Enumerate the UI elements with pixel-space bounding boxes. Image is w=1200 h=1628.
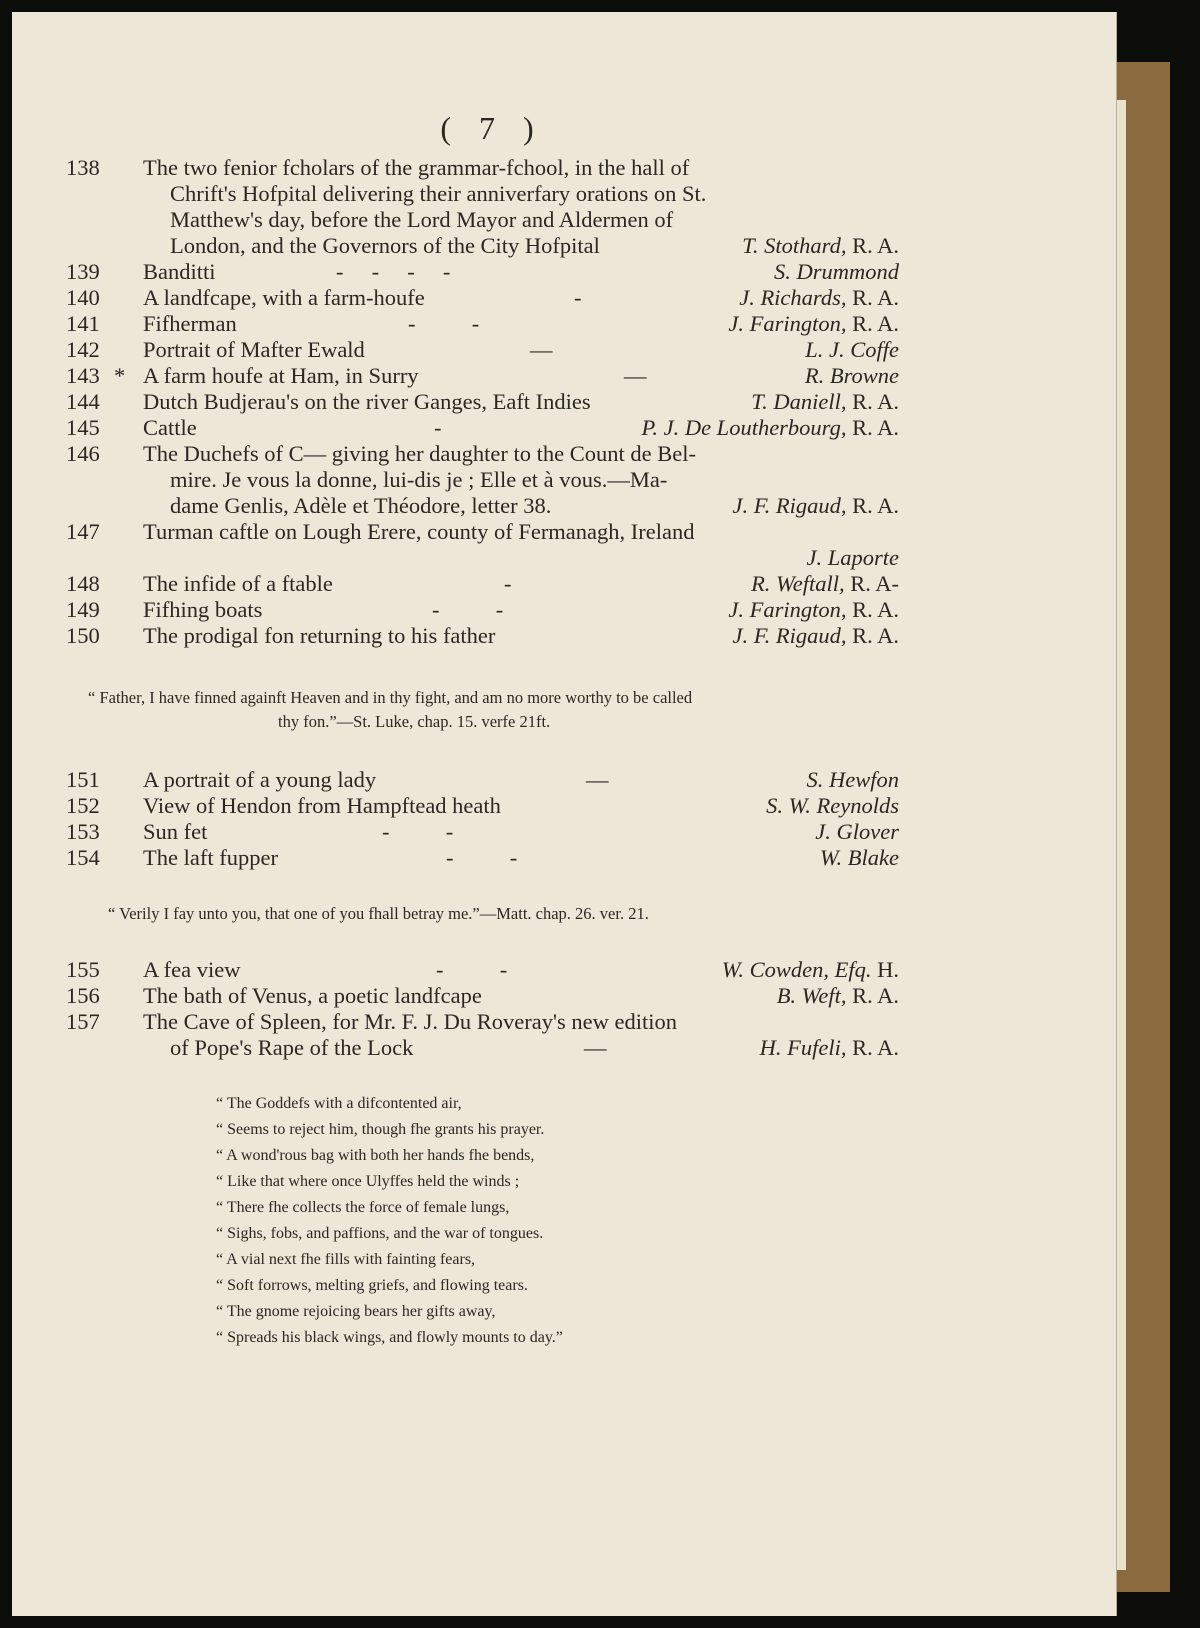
entry-number: 156 <box>66 983 100 1008</box>
entry-dashes: — <box>586 767 609 792</box>
scripture-quote: “ Verily I fay unto you, that one of you fhall betray me.”—Matt. chap. 26. ver. 21. <box>108 904 649 923</box>
entry-title: Fifhing boats <box>143 597 263 622</box>
list-item-continuation <box>12 492 1116 519</box>
list-item <box>12 956 1116 983</box>
list-item <box>12 154 1116 181</box>
list-item <box>12 622 1116 649</box>
entry-artist: L. J. Coffe <box>805 337 899 362</box>
entry-dashes: - <box>504 571 512 596</box>
entry-artist: J. Farington, R. A. <box>728 597 899 622</box>
list-item-continuation <box>12 1034 1116 1061</box>
verse-line: “ The Goddefs with a difcontented air, <box>216 1095 462 1112</box>
entry-number: 143 <box>66 363 100 388</box>
entry-title: A portrait of a young lady <box>143 767 377 792</box>
list-item <box>12 818 1116 845</box>
entry-dashes: - - <box>436 957 508 982</box>
entry-number: 139 <box>66 259 100 284</box>
entry-title: The prodigal fon returning to his father <box>143 623 496 648</box>
entry-artist: J. F. Rigaud, R. A. <box>732 493 899 518</box>
entry-artist: B. Weft, R. A. <box>776 983 899 1008</box>
entry-dashes: - - <box>446 845 518 870</box>
new-member-asterisk: * <box>114 363 126 388</box>
document-page <box>12 12 1117 1616</box>
entry-dashes: - <box>434 415 442 440</box>
list-item-continuation <box>12 180 1116 207</box>
entry-artist: J. F. Rigaud, R. A. <box>732 623 899 648</box>
verse-line: “ Soft forrows, melting griefs, and flowing tears. <box>216 1277 528 1294</box>
list-item-continuation <box>12 232 1116 259</box>
verse-line: “ There fhe collects the force of female lungs, <box>216 1199 510 1216</box>
list-item <box>12 982 1116 1009</box>
entry-title: The two fenior fcholars of the grammar-fchool, in the hall of <box>143 155 690 180</box>
verse-line: “ Seems to reject him, though fhe grants his prayer. <box>216 1121 545 1138</box>
entry-number: 151 <box>66 767 100 792</box>
entry-title: Sun fet <box>143 819 208 844</box>
entry-number: 154 <box>66 845 100 870</box>
list-item <box>12 570 1116 597</box>
entry-number: 142 <box>66 337 100 362</box>
entry-artist: J. Glover <box>815 819 899 844</box>
entry-artist: T. Stothard, R. A. <box>742 233 899 258</box>
entry-title: The Duchefs of C— giving her daughter to the Count de Bel- <box>143 441 696 466</box>
entry-title: Cattle <box>143 415 197 440</box>
entry-title: A fea view <box>143 957 241 982</box>
entry-title: The bath of Venus, a poetic landfcape <box>143 983 482 1008</box>
list-item <box>12 258 1116 285</box>
entry-artist: T. Daniell, R. A. <box>751 389 899 414</box>
entry-title: London, and the Governors of the City Hofpital <box>170 233 600 258</box>
entry-number: 148 <box>66 571 100 596</box>
verse-line: “ A wond'rous bag with both her hands fhe bends, <box>216 1147 535 1164</box>
entry-title: dame Genlis, Adèle et Théodore, letter 38. <box>170 493 552 518</box>
entry-dashes: — <box>624 363 647 388</box>
entry-title: A farm houfe at Ham, in Surry <box>143 363 419 388</box>
entry-dashes: — <box>530 337 553 362</box>
entry-title: of Pope's Rape of the Lock <box>170 1035 414 1060</box>
entry-artist: R. Browne <box>804 363 899 388</box>
entry-dashes: — <box>584 1035 607 1060</box>
entry-title: Fifherman <box>143 311 237 336</box>
entry-title: The Cave of Spleen, for Mr. F. J. Du Roveray's new edition <box>143 1009 678 1034</box>
entry-number: 144 <box>66 389 100 414</box>
list-item-continuation <box>12 544 1116 571</box>
list-item-continuation <box>12 466 1116 493</box>
entry-number: 155 <box>66 957 100 982</box>
entry-number: 149 <box>66 597 100 622</box>
entry-number: 145 <box>66 415 100 440</box>
entry-artist: J. Farington, R. A. <box>728 311 899 336</box>
scripture-quote: “ Father, I have finned againft Heaven and in thy fight, and am no more worthy to be called <box>88 688 693 707</box>
entry-number: 150 <box>66 623 100 648</box>
list-item <box>12 1008 1116 1035</box>
entry-artist: W. Cowden, Efq. H. <box>721 957 899 982</box>
entry-artist: J. Laporte <box>806 545 899 570</box>
list-item-continuation <box>12 206 1116 233</box>
entry-number: 152 <box>66 793 100 818</box>
entry-artist: W. Blake <box>819 845 899 870</box>
entry-title: Chrift's Hofpital delivering their anniverfary orations on St. <box>170 181 707 206</box>
entry-artist: H. Fufeli, R. A. <box>759 1035 899 1060</box>
entry-dashes: - <box>574 285 582 310</box>
entry-number: 147 <box>66 519 100 544</box>
list-item <box>12 388 1116 415</box>
entry-title: A landfcape, with a farm-houfe <box>143 285 425 310</box>
verse-line: “ Spreads his black wings, and flowly mounts to day.” <box>216 1329 563 1346</box>
entry-title: View of Hendon from Hampftead heath <box>143 793 501 818</box>
entry-number: 140 <box>66 285 100 310</box>
entry-artist: J. Richards, R. A. <box>739 285 899 310</box>
entry-number: 138 <box>66 155 100 180</box>
entry-artist: S. Drummond <box>773 259 899 284</box>
entry-number: 141 <box>66 311 100 336</box>
entry-dashes: - - <box>382 819 454 844</box>
list-item <box>12 284 1116 311</box>
entry-artist: P. J. De Loutherbourg, R. A. <box>641 415 899 440</box>
list-item <box>12 310 1116 337</box>
page-number: ( 7 ) <box>440 110 544 146</box>
verse-line: “ A vial next fhe fills with fainting fears, <box>216 1251 476 1268</box>
verse-line: “ The gnome rejoicing bears her gifts away, <box>216 1303 496 1320</box>
list-item <box>12 440 1116 467</box>
entry-title: Matthew's day, before the Lord Mayor and Aldermen of <box>170 207 674 232</box>
entry-title: Dutch Budjerau's on the river Ganges, Eaft Indies <box>143 389 591 414</box>
entry-title: Portrait of Mafter Ewald <box>143 337 365 362</box>
list-item <box>12 518 1116 545</box>
entry-number: 157 <box>66 1009 100 1034</box>
entry-title: Banditti <box>143 259 216 284</box>
entry-number: 153 <box>66 819 100 844</box>
entry-artist: R. Weftall, R. A- <box>751 571 899 596</box>
list-item <box>12 414 1116 441</box>
book-page-edges <box>1116 100 1126 1570</box>
entry-title: The laft fupper <box>143 845 278 870</box>
entry-artist: S. W. Reynolds <box>766 793 899 818</box>
entry-title: Turman caftle on Lough Erere, county of Fermanagh, Ireland <box>143 519 695 544</box>
entry-dashes: - - - - <box>336 259 451 284</box>
entry-number: 146 <box>66 441 100 466</box>
list-item <box>12 844 1116 871</box>
scripture-quote: thy fon.”—St. Luke, chap. 15. verfe 21ft. <box>278 712 551 731</box>
entry-dashes: - - <box>432 597 504 622</box>
list-item <box>12 596 1116 623</box>
entry-artist: S. Hewfon <box>806 767 899 792</box>
verse-line: “ Like that where once Ulyffes held the winds ; <box>216 1173 520 1190</box>
verse-line: “ Sighs, fobs, and paffions, and the war of tongues. <box>216 1225 544 1242</box>
entry-title: The infide of a ftable <box>143 571 333 596</box>
list-item <box>12 792 1116 819</box>
list-item <box>12 336 1116 363</box>
entry-title: mire. Je vous la donne, lui-dis je ; Elle et à vous.—Ma- <box>170 467 668 492</box>
list-item <box>12 766 1116 793</box>
entry-dashes: - - <box>408 311 480 336</box>
list-item <box>12 362 1116 389</box>
